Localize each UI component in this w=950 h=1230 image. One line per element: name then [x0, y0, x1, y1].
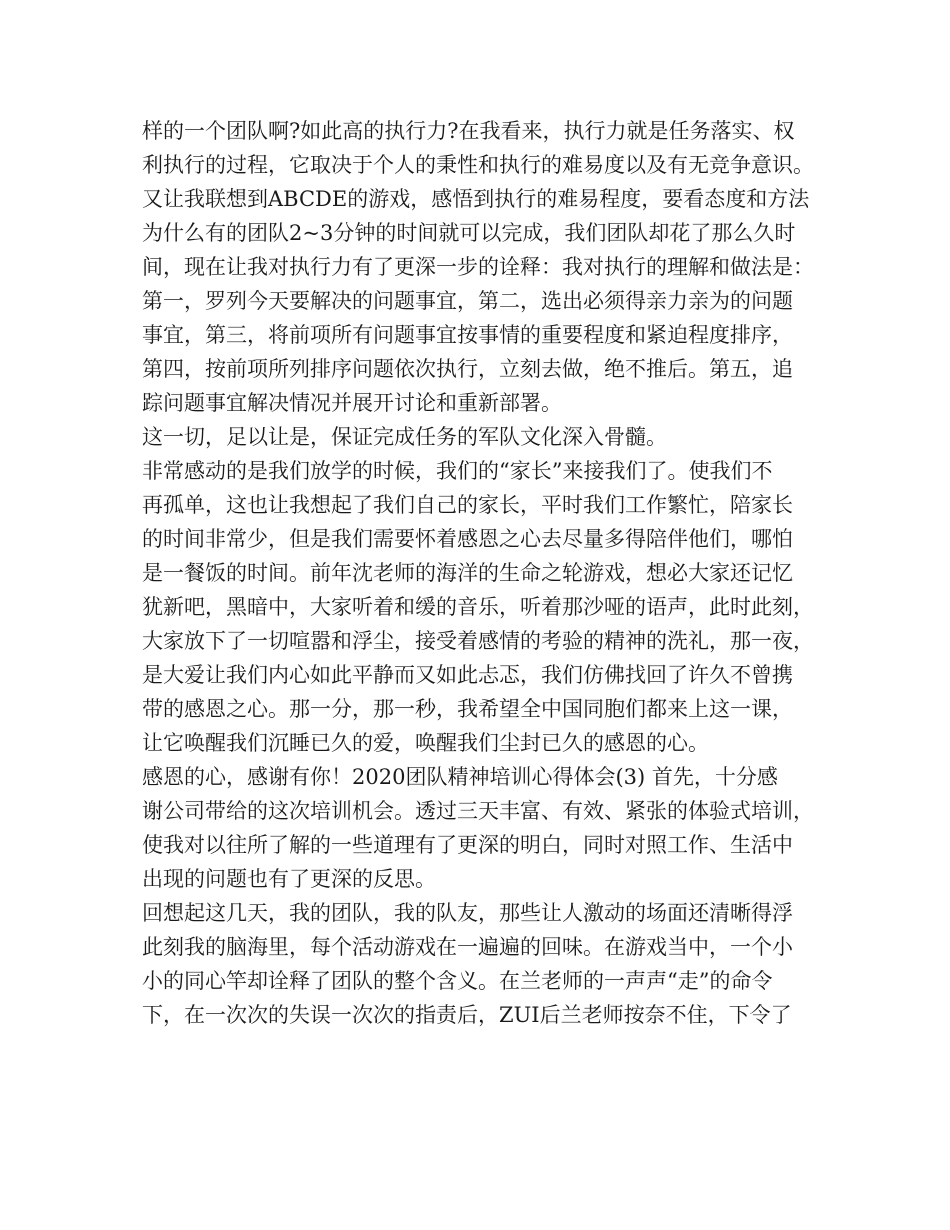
- text-line: 的时间非常少，但是我们需要怀着感恩之心去尽量多得陪伴他们，哪怕: [142, 527, 793, 551]
- text-line: 小的同心竿却诠释了团队的整个含义。在兰老师的一声声“走”的命令: [142, 969, 773, 993]
- text-line: 这一切，足以让是，保证完成任务的军队文化深入骨髓。: [142, 425, 667, 449]
- text-line: 感恩的心，感谢有你！2020团队精神培训心得体会(3) 首先，十分感: [142, 765, 778, 789]
- text-line: 此刻我的脑海里，每个活动游戏在一遍遍的回味。在游戏当中，一个小: [142, 935, 793, 959]
- text-line: 下，在一次次的失误一次次的指责后，ZUI后兰老师按奈不住，下令了: [142, 1003, 792, 1027]
- text-line: 带的感恩之心。那一分，那一秒，我希望全中国同胞们都来上这一课，: [142, 697, 793, 721]
- text-line: 犹新吧，黑暗中，大家听着和缓的音乐，听着那沙哑的语声，此时此刻，: [142, 595, 814, 619]
- text-line: 第一，罗列今天要解决的问题事宜，第二，选出必须得亲力亲为的问题: [142, 289, 793, 313]
- text-line: 第四，按前项所列排序问题依次执行，立刻去做，绝不推后。第五，追: [142, 357, 793, 381]
- text-line: 非常感动的是我们放学的时候，我们的“家长”来接我们了。使我们不: [142, 459, 773, 483]
- text-line: 出现的问题也有了更深的反思。: [142, 867, 436, 891]
- text-line: 踪问题事宜解决情况并展开讨论和重新部署。: [142, 391, 562, 415]
- text-line: 是一餐饭的时间。前年沈老师的海洋的生命之轮游戏，想必大家还记忆: [142, 561, 793, 585]
- text-line: 使我对以往所了解的一些道理有了更深的明白，同时对照工作、生活中: [142, 833, 793, 857]
- text-line: 让它唤醒我们沉睡已久的爱，唤醒我们尘封已久的感恩的心。: [142, 731, 709, 755]
- text-line: 样的一个团队啊?如此高的执行力?在我看来，执行力就是任务落实、权: [142, 119, 795, 143]
- body-text: [142, 114, 842, 1032]
- text-line: 再孤单，这也让我想起了我们自己的家长，平时我们工作繁忙，陪家长: [142, 493, 793, 517]
- text-line: 又让我联想到ABCDE的游戏，感悟到执行的难易程度，要看态度和方法: [142, 187, 810, 211]
- text-line: 为什么有的团队2~3分钟的时间就可以完成，我们团队却花了那么久时: [142, 221, 796, 245]
- text-line: 间，现在让我对执行力有了更深一步的诠释：我对执行的理解和做法是：: [142, 255, 814, 279]
- text-line: 利执行的过程，它取决于个人的秉性和执行的难易度以及有无竞争意识。: [142, 153, 814, 177]
- text-line: 事宜，第三，将前项所有问题事宜按事情的重要程度和紧迫程度排序，: [142, 323, 793, 347]
- text-line: 是大爱让我们内心如此平静而又如此忐忑，我们仿佛找回了许久不曾携: [142, 663, 793, 687]
- text-line: 回想起这几天，我的团队，我的队友，那些让人激动的场面还清晰得浮: [142, 901, 793, 925]
- text-line: 大家放下了一切喧嚣和浮尘，接受着感情的考验的精神的洗礼，那一夜，: [142, 629, 814, 653]
- text-line: 谢公司带给的这次培训机会。透过三天丰富、有效、紧张的体验式培训，: [142, 799, 814, 823]
